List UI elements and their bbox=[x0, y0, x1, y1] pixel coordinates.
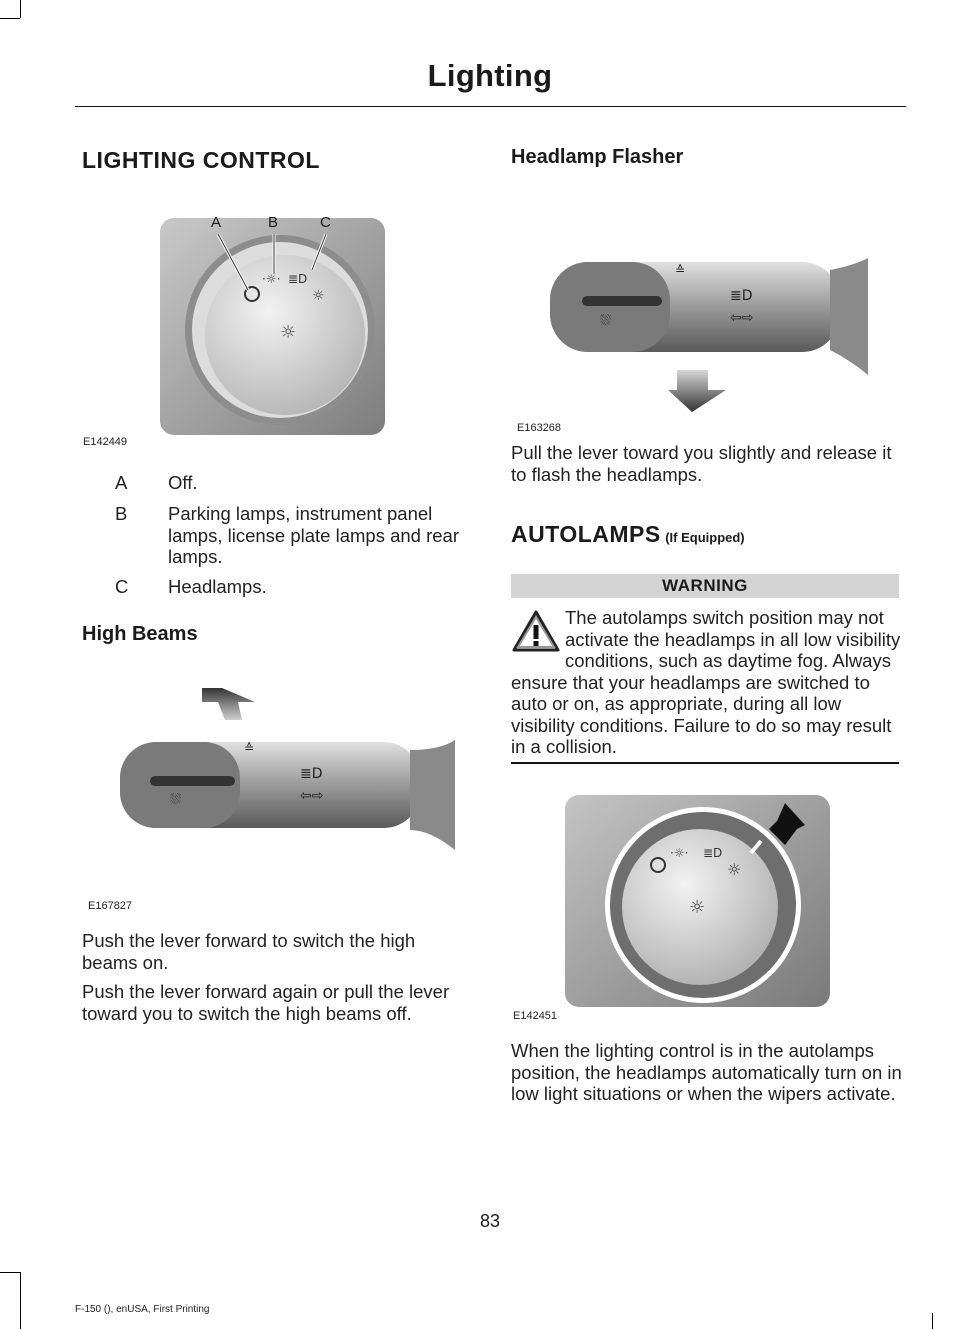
lever-illustration bbox=[540, 250, 870, 420]
crop-mark bbox=[932, 1313, 933, 1329]
subsection-title-high-beams: High Beams bbox=[82, 623, 198, 645]
list-item-text: Headlamps. bbox=[168, 576, 267, 597]
paragraph: Push the lever forward again or pull the lever toward you to switch the high beams off. bbox=[82, 981, 450, 1024]
list-item-text: Off. bbox=[168, 472, 198, 493]
figure-code: E163268 bbox=[517, 422, 562, 434]
warning-bottom-rule bbox=[511, 762, 899, 764]
list-item-text: Parking lamps, instrument panel lamps, license plate lamps and rear lamps. bbox=[168, 503, 460, 567]
callout-a: A bbox=[211, 214, 222, 231]
callout-b: B bbox=[268, 214, 279, 231]
svg-text:≣D: ≣D bbox=[730, 288, 753, 304]
autolamp-switch-illustration bbox=[565, 795, 830, 1007]
page-title: Lighting bbox=[427, 58, 553, 93]
list-letter: B bbox=[115, 503, 128, 524]
page-number: 83 bbox=[479, 1211, 501, 1231]
crop-mark bbox=[0, 1272, 20, 1273]
crop-mark bbox=[0, 18, 20, 19]
warning-body: The autolamps switch position may not activate the headlamps in all low visibility conditions, such as daytime fog. Always ensure that your headlamps are switched to auto or on, as appropriate, during all low visibility conditions. Failure to do so may result in a collision. bbox=[511, 607, 901, 757]
paragraph: When the lighting control is in the autolamps position, the headlamps automatically turn on in low light situations or when the wipers activate. bbox=[511, 1040, 902, 1104]
paragraph: Pull the lever toward you slightly and release it to flash the headlamps. bbox=[511, 442, 892, 485]
svg-text:≙: ≙ bbox=[244, 741, 255, 755]
figure-code: E142449 bbox=[83, 436, 128, 448]
headlamp-switch-illustration bbox=[160, 210, 390, 435]
printing-info: F-150 (), enUSA, First Printing bbox=[75, 1304, 210, 1315]
svg-text:☼: ☼ bbox=[727, 860, 742, 879]
crop-mark bbox=[20, 0, 21, 18]
svg-text:·☼·: ·☼· bbox=[670, 846, 689, 860]
paragraph: Push the lever forward to switch the high beams on. bbox=[82, 930, 416, 973]
figure-autolamp-switch bbox=[565, 795, 830, 1007]
list-letter: A bbox=[115, 472, 128, 493]
svg-text:≣D: ≣D bbox=[703, 846, 723, 860]
figure-headlamp-switch bbox=[160, 210, 390, 435]
svg-text:⛆: ⛆ bbox=[170, 792, 182, 808]
warning-text bbox=[511, 607, 903, 758]
svg-text:≣D: ≣D bbox=[288, 272, 308, 286]
figure-code: E167827 bbox=[88, 900, 133, 912]
section-title-lighting-control: LIGHTING CONTROL bbox=[82, 147, 320, 173]
subsection-title-headlamp-flasher: Headlamp Flasher bbox=[511, 146, 684, 168]
header-divider bbox=[75, 106, 906, 107]
svg-text:☼: ☼ bbox=[312, 288, 325, 304]
figure-code: E142451 bbox=[513, 1010, 558, 1022]
svg-text:⇦⇨: ⇦⇨ bbox=[300, 788, 324, 804]
callout-c: C bbox=[320, 214, 331, 231]
svg-text:☼: ☼ bbox=[689, 897, 706, 918]
svg-text:≙: ≙ bbox=[675, 263, 686, 277]
section-title-autolamps bbox=[511, 521, 745, 548]
crop-mark bbox=[20, 1272, 21, 1329]
figure-flasher-lever bbox=[540, 250, 870, 420]
svg-text:·☼·: ·☼· bbox=[262, 272, 281, 286]
svg-text:≣D: ≣D bbox=[300, 766, 323, 782]
section-title-text: AUTOLAMPS bbox=[511, 521, 661, 547]
section-title-suffix: (If Equipped) bbox=[665, 530, 745, 545]
svg-text:⇦⇨: ⇦⇨ bbox=[730, 310, 754, 326]
warning-label: WARNING bbox=[511, 574, 899, 598]
lever-illustration bbox=[110, 680, 460, 860]
list-letter: C bbox=[115, 576, 129, 597]
figure-high-beam-lever bbox=[110, 680, 460, 860]
svg-text:⛆: ⛆ bbox=[600, 313, 612, 329]
svg-text:☼: ☼ bbox=[280, 322, 297, 343]
